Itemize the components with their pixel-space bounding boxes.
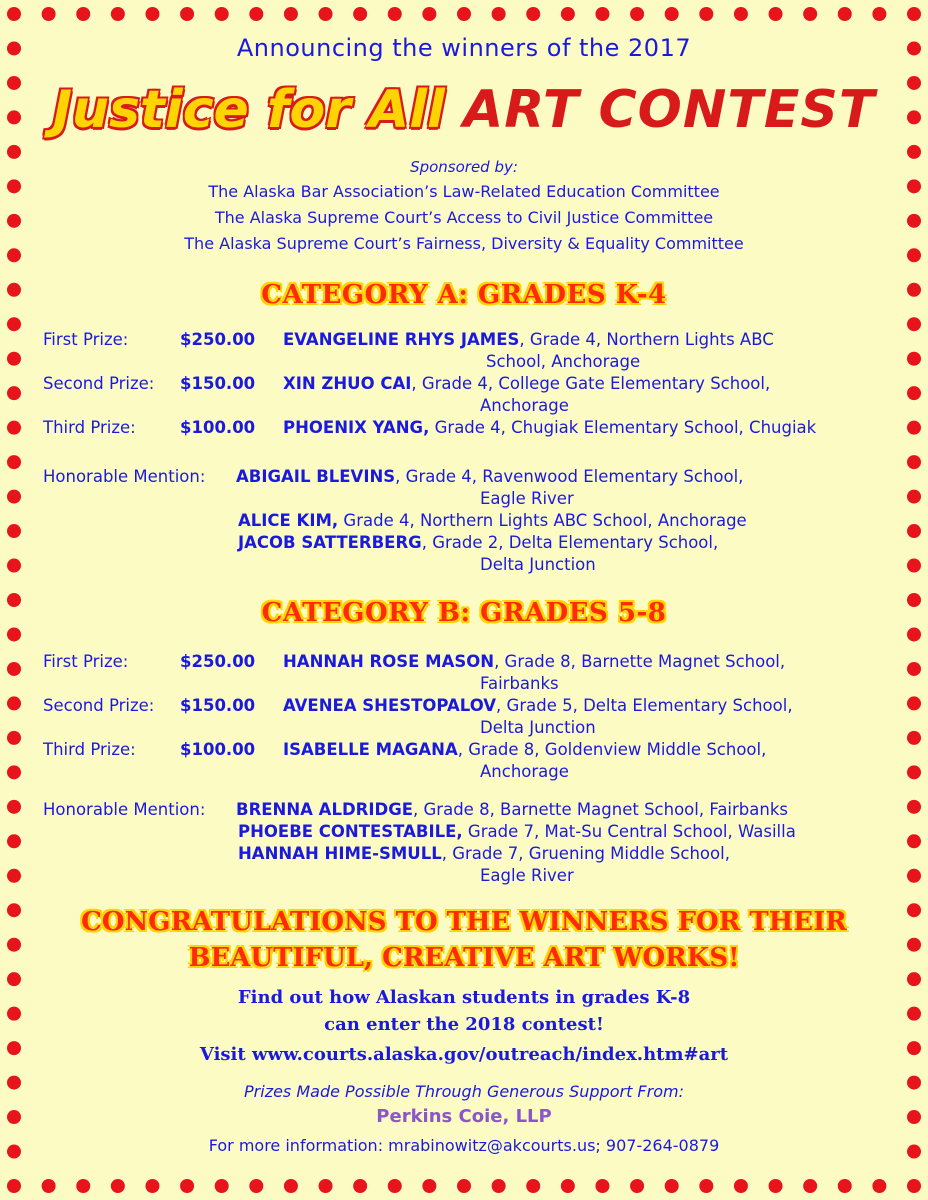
border-dot: [7, 834, 21, 848]
border-dot: [111, 1179, 125, 1193]
border-dot: [872, 1179, 886, 1193]
border-dot: [734, 1179, 748, 1193]
border-dot: [907, 317, 921, 331]
border-dot: [492, 7, 506, 21]
border-dot: [76, 1179, 90, 1193]
winner-detail-cont: Eagle River: [480, 489, 574, 508]
prize-label: First Prize:: [43, 330, 129, 349]
sponsor-name: Perkins Coie, LLP: [376, 1106, 552, 1127]
border-dot: [907, 696, 921, 710]
category-b-heading: CATEGORY B: GRADES 5-8: [261, 598, 667, 628]
prize-label: Second Prize:: [43, 696, 155, 715]
border-dot: [769, 1179, 783, 1193]
contest-title: [0, 80, 928, 140]
sponsor-line-2: The Alaska Supreme Court’s Access to Civil Justice Committee: [214, 208, 714, 227]
border-dot: [7, 800, 21, 814]
border-dot: [180, 7, 194, 21]
border-dot: [457, 1179, 471, 1193]
congrats-line-2: BEAUTIFUL, CREATIVE ART WORKS!: [188, 943, 740, 973]
border-dot: [907, 800, 921, 814]
winner-detail-cont: School, Anchorage: [486, 352, 641, 371]
border-dot: [215, 1179, 229, 1193]
winner-entry: [283, 330, 774, 349]
border-dot: [7, 731, 21, 745]
prize-amount: $150.00: [180, 374, 256, 393]
border-dot: [838, 7, 852, 21]
border-dot: [699, 1179, 713, 1193]
border-dot: [457, 7, 471, 21]
winner-name: ALICE KIM,: [238, 511, 339, 530]
border-dot: [526, 1179, 540, 1193]
title-justice-for-all: Justice for All: [52, 80, 445, 140]
winner-detail: , Grade 2, Delta Elementary School,: [421, 533, 719, 552]
border-dot: [7, 524, 21, 538]
border-dot: [630, 7, 644, 21]
title-art-contest: ART CONTEST: [462, 80, 876, 140]
border-dot: [42, 7, 56, 21]
border-dot: [803, 1179, 817, 1193]
border-dot: [630, 1179, 644, 1193]
winner-entry: [283, 696, 793, 715]
border-dot: [907, 765, 921, 779]
border-dot: [561, 1179, 575, 1193]
sponsor-line-1: The Alaska Bar Association’s Law-Related Education Committee: [208, 182, 720, 201]
border-dot: [907, 421, 921, 435]
border-dot: [388, 7, 402, 21]
winner-name: HANNAH ROSE MASON: [283, 652, 495, 671]
border-dot: [734, 7, 748, 21]
winner-name: XIN ZHUO CAI: [283, 374, 412, 393]
border-dot: [7, 696, 21, 710]
border-dot: [145, 1179, 159, 1193]
winner-entry: [283, 652, 785, 671]
border-dot: [561, 7, 575, 21]
prizes-support-label: Prizes Made Possible Through Generous Support From:: [244, 1082, 684, 1101]
winner-detail: Grade 4, Chugiak Elementary School, Chugiak: [429, 418, 817, 437]
winner-name: JACOB SATTERBERG: [238, 533, 422, 552]
winner-name: ISABELLE MAGANA: [283, 740, 458, 759]
border-dot: [595, 1179, 609, 1193]
border-dot: [7, 421, 21, 435]
border-dot: [76, 7, 90, 21]
winner-detail: , Grade 8, Goldenview Middle School,: [457, 740, 767, 759]
border-dot: [769, 7, 783, 21]
border-dot: [215, 7, 229, 21]
border-dot: [7, 455, 21, 469]
visit-url[interactable]: Visit www.courts.alaska.gov/outreach/index.htm#art: [199, 1044, 729, 1065]
border-dot: [7, 490, 21, 504]
winner-name: EVANGELINE RHYS JAMES: [283, 330, 520, 349]
winner-name: AVENEA SHESTOPALOV: [283, 696, 497, 715]
border-dot: [907, 559, 921, 573]
winner-detail: Grade 4, Northern Lights ABC School, Anchorage: [338, 511, 747, 530]
border-dot: [7, 869, 21, 883]
border-dot: [803, 7, 817, 21]
border-dot: [595, 7, 609, 21]
winner-detail: Grade 7, Mat-Su Central School, Wasilla: [462, 822, 796, 841]
winner-detail-cont: Fairbanks: [480, 674, 559, 693]
winner-detail-cont: Eagle River: [480, 866, 574, 885]
winner-detail: , Grade 4, Northern Lights ABC: [519, 330, 774, 349]
sponsor-line-3: The Alaska Supreme Court’s Fairness, Diversity & Equality Committee: [184, 234, 744, 253]
winner-name: PHOENIX YANG,: [283, 418, 430, 437]
border-dot: [7, 352, 21, 366]
prize-label: First Prize:: [43, 652, 129, 671]
winner-detail: , Grade 5, Delta Elementary School,: [496, 696, 793, 715]
winner-detail-cont: Anchorage: [480, 762, 569, 781]
category-a-heading: CATEGORY A: GRADES K-4: [261, 280, 667, 310]
border-dot: [907, 731, 921, 745]
border-dot: [907, 455, 921, 469]
find-out-line-2: can enter the 2018 contest!: [324, 1014, 604, 1035]
prize-amount: $250.00: [180, 330, 256, 349]
border-dot: [7, 386, 21, 400]
winner-name: HANNAH HIME-SMULL: [238, 844, 442, 863]
prize-amount: $100.00: [180, 740, 256, 759]
border-dot: [180, 1179, 194, 1193]
prize-label: Third Prize:: [43, 740, 136, 759]
honorable-entry: [238, 844, 730, 863]
border-dot: [665, 1179, 679, 1193]
border-dot: [907, 524, 921, 538]
contact-info: For more information: mrabinowitz@akcourts.us; 907-264-0879: [208, 1136, 720, 1155]
border-dot: [838, 1179, 852, 1193]
honorable-entry: [238, 822, 796, 841]
winner-name: BRENNA ALDRIDGE: [236, 800, 414, 819]
border-dot: [388, 1179, 402, 1193]
border-dot: [7, 559, 21, 573]
border-dot: [7, 662, 21, 676]
border-dot: [42, 1179, 56, 1193]
winner-detail: , Grade 4, College Gate Elementary School,: [411, 374, 771, 393]
border-dot: [353, 7, 367, 21]
border-dot: [526, 7, 540, 21]
honorable-mention-label: Honorable Mention:: [43, 467, 206, 486]
honorable-entry: [236, 467, 743, 486]
winner-entry: [283, 740, 766, 759]
border-dot: [907, 834, 921, 848]
winner-detail: , Grade 8, Barnette Magnet School,: [494, 652, 786, 671]
border-dot: [284, 7, 298, 21]
prize-amount: $250.00: [180, 652, 256, 671]
border-dot: [907, 352, 921, 366]
border-dot: [492, 1179, 506, 1193]
winner-entry: [283, 418, 816, 437]
border-dot: [907, 145, 921, 159]
winner-detail: , Grade 8, Barnette Magnet School, Fairbanks: [413, 800, 788, 819]
winner-detail: , Grade 7, Gruening Middle School,: [441, 844, 730, 863]
prize-amount: $100.00: [180, 418, 256, 437]
winner-detail-cont: Delta Junction: [480, 718, 596, 737]
border-dot: [7, 1179, 21, 1193]
border-dot: [422, 1179, 436, 1193]
border-dot: [907, 869, 921, 883]
winner-detail: , Grade 4, Ravenwood Elementary School,: [395, 467, 744, 486]
honorable-mention-label: Honorable Mention:: [43, 800, 206, 819]
border-dot: [7, 627, 21, 641]
border-dot: [7, 317, 21, 331]
border-dot: [907, 386, 921, 400]
border-dot: [907, 7, 921, 21]
border-dot: [7, 7, 21, 21]
honorable-entry: [236, 800, 788, 819]
prize-amount: $150.00: [180, 696, 256, 715]
border-dot: [249, 7, 263, 21]
border-dot: [699, 7, 713, 21]
winner-name: ABIGAIL BLEVINS: [236, 467, 396, 486]
winner-detail-cont: Delta Junction: [480, 555, 596, 574]
border-dot: [284, 1179, 298, 1193]
border-dot: [249, 1179, 263, 1193]
honorable-entry: [238, 511, 747, 530]
honorable-entry: [238, 533, 718, 552]
prize-label: Third Prize:: [43, 418, 136, 437]
winner-detail-cont: Anchorage: [480, 396, 569, 415]
border-dot: [111, 7, 125, 21]
border-dot: [145, 7, 159, 21]
winner-name: PHOEBE CONTESTABILE,: [238, 822, 463, 841]
border-dot: [422, 7, 436, 21]
winner-entry: [283, 374, 770, 393]
announcement-line: Announcing the winners of the 2017: [236, 34, 692, 62]
congrats-line-1: CONGRATULATIONS TO THE WINNERS FOR THEIR: [81, 907, 847, 937]
border-dot: [907, 490, 921, 504]
border-dot: [353, 1179, 367, 1193]
border-dot: [319, 1179, 333, 1193]
border-dot: [665, 7, 679, 21]
border-dot: [319, 7, 333, 21]
border-dot: [872, 7, 886, 21]
border-dot: [7, 765, 21, 779]
border-dot: [907, 662, 921, 676]
border-dot: [7, 145, 21, 159]
border-dot: [907, 1179, 921, 1193]
border-dot: [907, 627, 921, 641]
sponsored-by-label: Sponsored by:: [410, 158, 518, 176]
prize-label: Second Prize:: [43, 374, 155, 393]
find-out-line-1: Find out how Alaskan students in grades K-8: [237, 987, 691, 1008]
